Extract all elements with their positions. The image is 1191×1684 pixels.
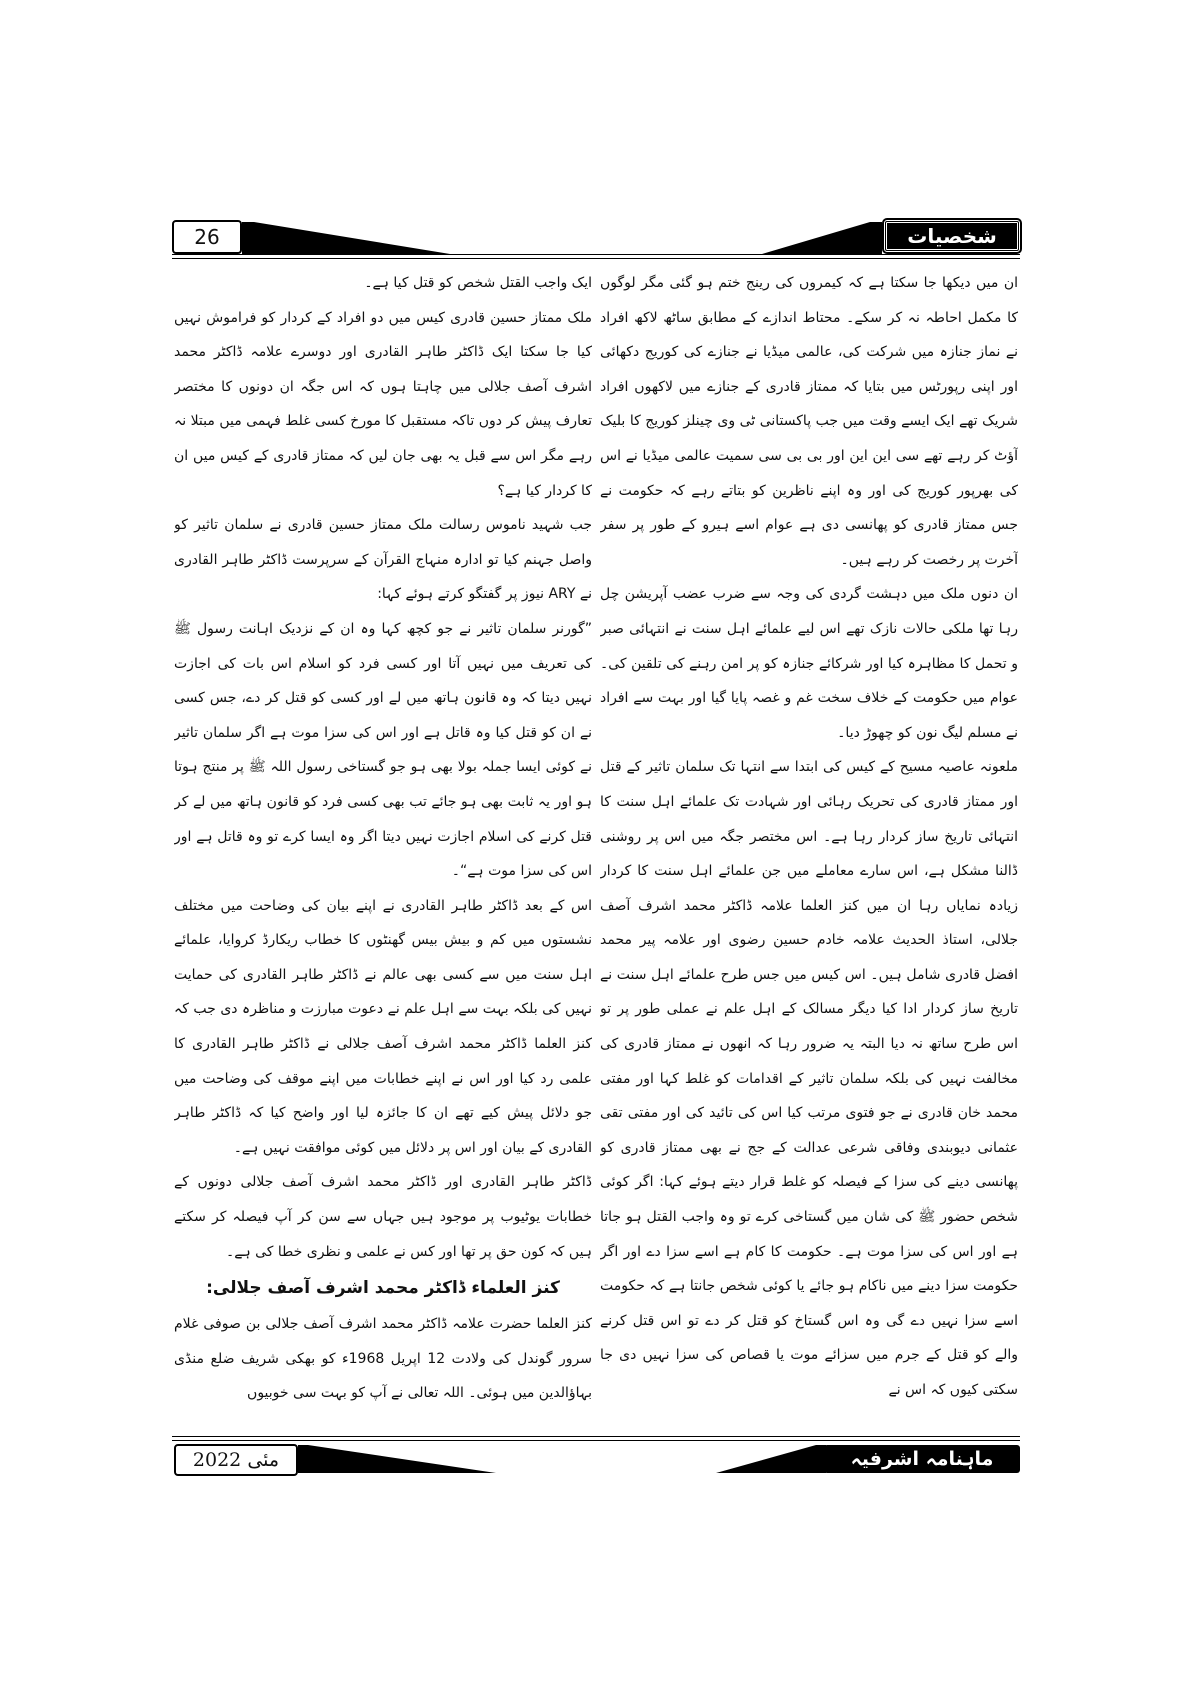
- left-paragraph-3: جب شہید ناموس رسالت ملک ممتاز حسین قادری نے سلمان تاثیر کو واصل جہنم کیا تو ادارہ منہاج القرآن کے سرپرست ڈاکٹر طاہر القادری نے ARY نیوز پر گفتگو کرتے ہوئے کہا:: [174, 517, 592, 603]
- magazine-name: ماہنامہ اشرفیہ: [824, 1445, 1020, 1473]
- page-footer: [172, 1436, 1020, 1486]
- page-number: 26: [172, 220, 242, 254]
- right-paragraph-1: ان میں دیکھا جا سکتا ہے کہ کیمروں کی رینج ختم ہو گئی مگر لوگوں کا مکمل احاطہ نہ کر سکے۔ محتاط اندازے کے مطابق ساٹھ لاکھ افراد نے نماز جنازہ میں شرکت کی، عالمی میڈیا نے جنازے کی کوریج دکھائی اور اپنی رپورٹس میں بتایا کہ ممتاز قادری کے جنازے میں لاکھوں افراد شریک تھے ایک ایسے وقت میں جب پاکستانی ٹی وی چینلز کوریج کا بلیک آؤٹ کر رہے تھے سی این این اور بی بی سی سمیت عالمی میڈیا نے اس کی بھرپور کوریج کی اور وہ اپنے ناظرین کو بتاتے رہے کہ حکومت نے جس ممتاز قادری کو پھانسی دی ہے عوام اسے ہیرو کے طور پر سفر آخرت پر رخصت کر رہے ہیں۔: [600, 275, 1018, 568]
- footer-rule: [172, 1436, 1020, 1441]
- left-paragraph-5: اس کے بعد ڈاکٹر طاہر القادری نے اپنے بیان کی وضاحت میں مختلف نشستوں میں کم و بیش بیس گھنٹوں کا خطاب ریکارڈ کروایا، علمائے اہل سنت میں سے کسی بھی عالم نے ڈاکٹر طاہر القادری کی حمایت نہیں کی بلکہ بہت سے اہل علم نے دعوت مبارزت و مناظرہ دی جب کہ کنز العلما ڈاکٹر محمد اشرف آصف جلالی نے ڈاکٹر طاہر القادری کا علمی رد کیا اور اس نے اپنے خطابات میں اپنے موقف کی وضاحت میں جو دلائل پیش کیے تھے ان کا جائزہ لیا اور واضح کیا کہ ڈاکٹر طاہر القادری کے بیان اور اس پر دلائل میں کوئی موافقت نہیں ہے۔: [174, 897, 592, 1156]
- left-paragraph-7: کنز العلما حضرت علامہ ڈاکٹر محمد اشرف آصف جلالی بن صوفی غلام سرور گوندل کی ولادت 12 اپریل 1968ء کو بھکی شریف ضلع منڈی بہاؤالدین میں ہوئی۔ اللہ تعالی نے آپ کو بہت سی خوبیوں: [174, 1316, 592, 1402]
- left-paragraph-6: ڈاکٹر طاہر القادری اور ڈاکٹر محمد اشرف آصف جلالی دونوں کے خطابات یوٹیوب پر موجود ہیں جہاں سے سن کر آپ فیصلہ کر سکتے ہیں کہ کون حق پر تھا اور کس نے علمی و نظری خطا کی ہے۔: [174, 1174, 592, 1260]
- page-header: [172, 220, 1020, 256]
- left-paragraph-2: ملک ممتاز حسین قادری کیس میں دو افراد کے کردار کو فراموش نہیں کیا جا سکتا ایک ڈاکٹر طاہر القادری اور دوسرے علامہ ڈاکٹر محمد اشرف آصف جلالی میں چاہتا ہوں کہ اس جگہ ان دونوں کا مختصر تعارف پیش کر دوں تاکہ مستقبل کا مورخ کسی غلط فہمی میں مبتلا نہ رہے مگر اس سے قبل یہ بھی جان لیں کہ ممتاز قادری کے کیس میں ان کا کردار کیا ہے؟: [174, 309, 592, 499]
- header-left-wedge: [242, 222, 452, 254]
- left-column: [174, 266, 592, 1426]
- issue-date: مئی 2022: [174, 1444, 298, 1476]
- section-label: شخصیات: [884, 220, 1020, 252]
- footer-right-wedge: [716, 1445, 826, 1473]
- right-paragraph-2: ان دنوں ملک میں دہشت گردی کی وجہ سے ضرب عضب آپریشن چل رہا تھا ملکی حالات نازک تھے اس لیے علمائے اہل سنت نے انتہائی صبر و تحمل کا مظاہرہ کیا اور شرکائے جنازہ کو پر امن رہنے کی تلقین کی۔ عوام میں حکومت کے خلاف سخت غم و غصہ پایا گیا اور بہت سے افراد نے مسلم لیگ نون کو چھوڑ دیا۔: [600, 586, 1018, 741]
- section-heading: کنز العلماء ڈاکٹر محمد اشرف آصف جلالی:: [206, 1278, 560, 1299]
- right-paragraph-3: ملعونہ عاصیہ مسیح کے کیس کی ابتدا سے انتہا تک سلمان تاثیر کے قتل اور ممتاز قادری کی تحریک رہائی اور شہادت تک علمائے اہل سنت کا انتہائی تاریخ ساز کردار رہا ہے۔ اس مختصر جگہ میں اس پر روشنی ڈالنا مشکل ہے، اس سارے معاملے میں جن علمائے اہل سنت کا کردار زیادہ نمایاں رہا ان میں کنز العلما علامہ ڈاکٹر محمد اشرف آصف جلالی، استاذ الحدیث علامہ خادم حسین رضوی اور علامہ پیر محمد افضل قادری شامل ہیں۔ اس کیس میں جس طرح علمائے اہل سنت نے تاریخ ساز کردار ادا کیا دیگر مسالک کے اہل علم نے عملی طور پر تو اس طرح ساتھ نہ دیا البتہ یہ ضرور رہا کہ انھوں نے ممتاز قادری کی مخالفت نہیں کی بلکہ سلمان تاثیر کے اقدامات کو غلط کہا اور مفتی محمد خان قادری نے جو فتوی مرتب کیا اس کی تائید کی اور مفتی تقی عثمانی دیوبندی وفاقی شرعی عدالت کے جج نے بھی ممتاز قادری کو پھانسی دینے کی سزا کے فیصلہ کو غلط قرار دیتے ہوئے کہا: اگر کوئی شخص حضور ﷺ کی شان میں گستاخی کرے تو وہ واجب القتل ہو جاتا ہے اور اس کی سزا موت ہے۔ حکومت کا کام ہے اسے سزا دے اور اگر حکومت سزا دینے میں ناکام ہو جائے یا کوئی شخص جانتا ہے کہ حکومت اسے سزا نہیں دے گی وہ اس گستاخ کو قتل کر دے تو اس قتل کرنے والے کو قتل کے جرم میں سزائے موت یا قصاص کی سزا نہیں دی جا سکتی کیوں کہ اس نے: [600, 759, 1018, 1398]
- left-quote: ”گورنر سلمان تاثیر نے جو کچھ کہا وہ ان کے نزدیک اہانت رسول ﷺ کی تعریف میں نہیں آتا اور کسی فرد کو اسلام اس بات کی اجازت نہیں دیتا کہ وہ قانون ہاتھ میں لے اور کسی کو قتل کر دے، جس کسی نے ان کو قتل کیا وہ قاتل ہے اور اس کی سزا موت ہے اگر سلمان تاثیر نے کوئی ایسا جملہ بولا بھی ہو جو گستاخی رسول اللہ ﷺ پر منتج ہوتا ہو اور یہ ثابت بھی ہو جائے تب بھی کسی فرد کو قانون ہاتھ میں لے کر قتل کرنے کی اسلام اجازت نہیں دیتا اگر وہ ایسا کرے تو وہ قاتل ہے اور اس کی سزا موت ہے“۔: [174, 620, 592, 880]
- left-paragraph-1: ایک واجب القتل شخص کو قتل کیا ہے۔: [364, 275, 592, 291]
- right-column: [600, 266, 1018, 1426]
- footer-left-wedge: [298, 1445, 498, 1473]
- header-right-wedge: [762, 222, 882, 254]
- header-rule: [172, 254, 1020, 259]
